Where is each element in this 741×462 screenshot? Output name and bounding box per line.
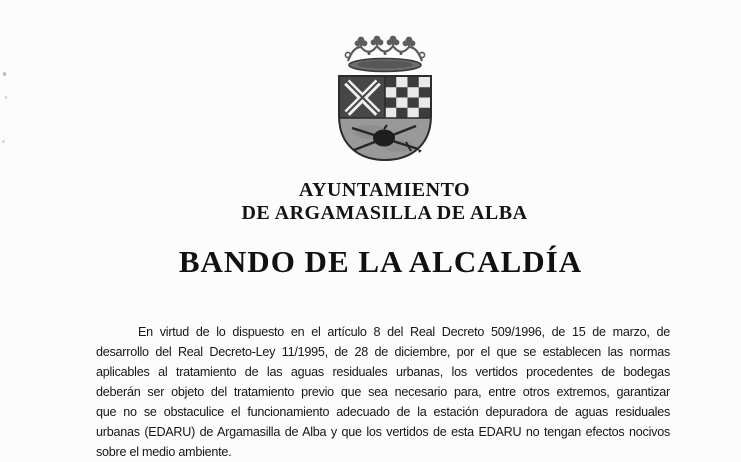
saltire-quarter — [340, 77, 385, 118]
paragraph-line: urbanas (EDARU) de Argamasilla de Alba y que los vertidos de esta EDARU no tengan efectos nocivos — [96, 425, 670, 439]
municipality-name-line1: AYUNTAMIENTO — [298, 179, 471, 201]
paragraph-line: sobre el medio ambiente. — [96, 445, 232, 459]
paragraph-line: deberán ser objeto del tratamiento previo que sea necesario para, entre otros extremos, garantizar — [96, 385, 670, 399]
municipality-name-line2: DE ARGAMASILLA DE ALBA — [241, 202, 528, 224]
paragraph-line: que no se obstaculice el funcionamiento adecuado de la estación depuradora de aguas residuales — [96, 405, 670, 419]
municipality-header — [0, 179, 741, 225]
paragraph-line: aplicables al tratamiento de las aguas residuales urbanas, los vertidos procedentes de bodegas — [96, 365, 670, 379]
checker-quarter — [385, 77, 430, 118]
coat-of-arms-icon — [332, 32, 438, 164]
crown-icon — [345, 36, 424, 72]
scan-speck — [5, 96, 7, 99]
scan-speck — [3, 72, 6, 76]
paragraph-line: desarrollo del Real Decreto-Ley 11/1995, de 28 de diciembre, por el que se establecen las normas — [96, 345, 670, 359]
shield-icon — [339, 76, 431, 160]
body-paragraph — [96, 322, 670, 462]
scan-speck — [2, 140, 5, 143]
coat-of-arms — [332, 32, 438, 164]
paragraph-line: En virtud de lo dispuesto en el artículo 8 del Real Decreto 509/1996, de 15 de marzo, de — [138, 325, 670, 339]
document-title: BANDO DE LA ALCALDÍA — [178, 244, 583, 279]
